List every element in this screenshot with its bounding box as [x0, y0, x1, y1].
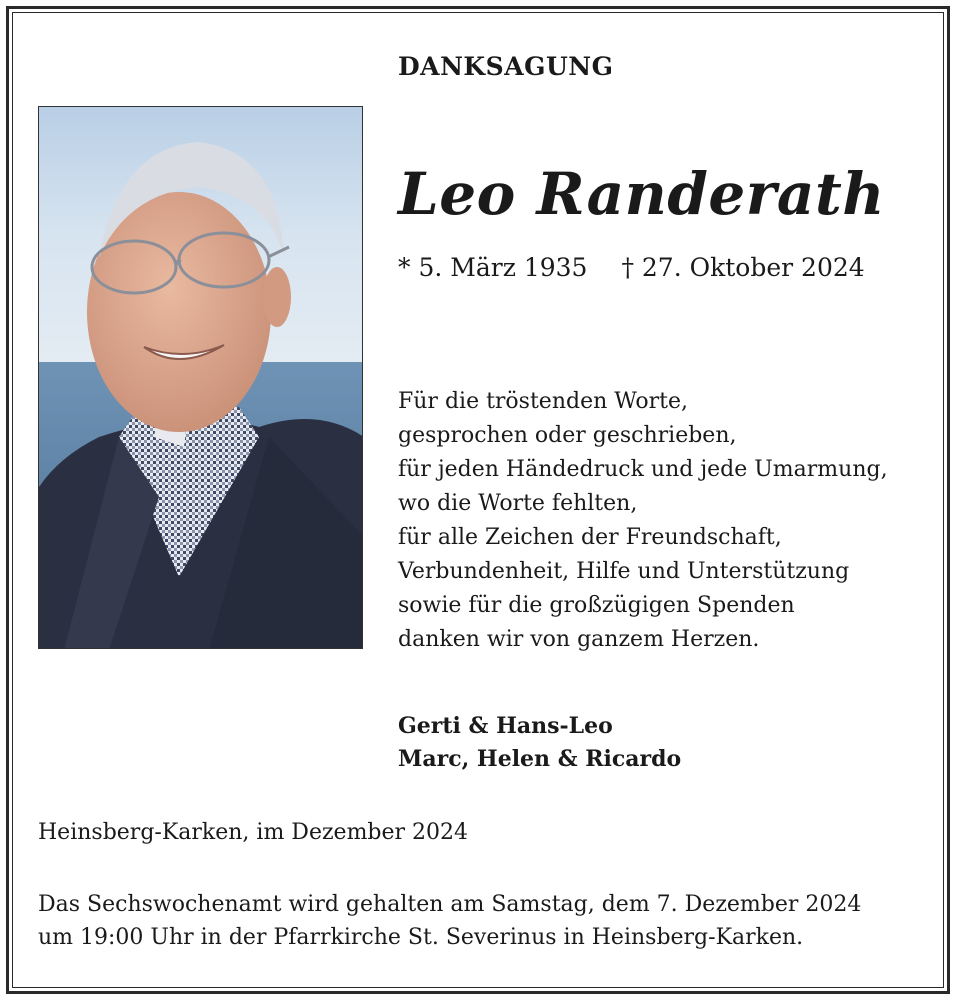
heading: DANKSAGUNG — [398, 52, 614, 81]
text-line: für jeden Händedruck und jede Umarmung, — [398, 457, 888, 482]
life-dates — [398, 253, 865, 282]
text-line: Für die tröstenden Worte, — [398, 389, 688, 414]
birth-date: * 5. März 1935 — [398, 253, 588, 282]
deceased-name: Leo Randerath — [398, 160, 885, 228]
death-date: † 27. Oktober 2024 — [621, 253, 865, 282]
signer-line: Gerti & Hans-Leo — [398, 713, 613, 739]
place-date: Heinsberg-Karken, im Dezember 2024 — [38, 820, 469, 845]
text-line: danken wir von ganzem Herzen. — [398, 627, 760, 652]
text-line: für alle Zeichen der Freundschaft, — [398, 525, 782, 550]
notice-line: um 19:00 Uhr in der Pfarrkirche St. Severinus in Heinsberg-Karken. — [38, 925, 804, 950]
portrait-photo — [38, 106, 363, 649]
text-line: wo die Worte fehlten, — [398, 491, 638, 516]
text-line: sowie für die großzügigen Spenden — [398, 593, 795, 618]
notice-line: Das Sechswochenamt wird gehalten am Samstag, dem 7. Dezember 2024 — [38, 892, 862, 917]
service-notice — [38, 888, 861, 954]
signer-line: Marc, Helen & Ricardo — [398, 746, 682, 772]
text-line: gesprochen oder geschrieben, — [398, 423, 737, 448]
text-line: Verbundenheit, Hilfe und Unterstützung — [398, 559, 850, 584]
signers — [398, 710, 681, 776]
thank-you-text — [398, 385, 888, 657]
